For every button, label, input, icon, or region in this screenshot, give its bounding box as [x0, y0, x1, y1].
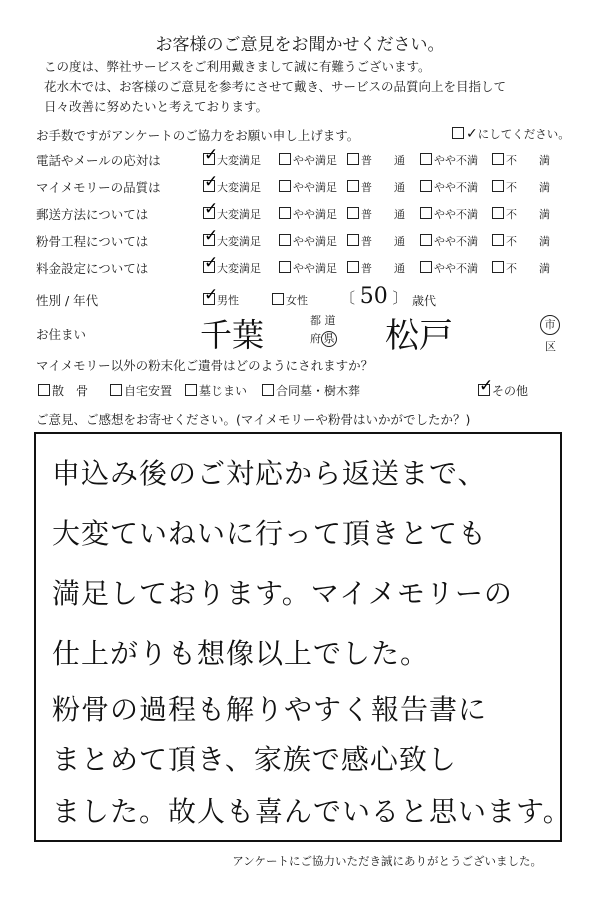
rating-option[interactable] — [203, 206, 261, 222]
question-label: 料金設定については — [36, 261, 149, 276]
rating-option-label: 大変満足 — [217, 262, 261, 275]
rating-option[interactable] — [203, 179, 261, 195]
check-mark-icon: ✓ — [466, 126, 478, 142]
rating-checkbox[interactable] — [347, 153, 359, 165]
remains-option[interactable] — [262, 382, 360, 399]
rating-option-label: 普 通 — [361, 235, 405, 248]
rating-option-label: 普 通 — [361, 181, 405, 194]
gender-female-option[interactable]: 女性 — [272, 292, 308, 308]
rating-checkbox[interactable] — [420, 207, 432, 219]
rating-checkbox[interactable] — [492, 153, 504, 165]
rating-option-label: 大変満足 — [217, 208, 261, 221]
remains-option-label: その他 — [492, 384, 529, 398]
rating-option[interactable] — [203, 233, 261, 249]
remains-option-label: 自宅安置 — [124, 384, 173, 398]
rating-option[interactable] — [420, 179, 478, 195]
ward-label: 区 — [545, 340, 556, 353]
remains-option[interactable] — [38, 382, 88, 399]
comment-line: 大変ていねいに行って頂きとても — [52, 517, 488, 550]
rating-option-label: やや不満 — [434, 262, 478, 275]
request-instruction: ✓にしてください。 — [450, 126, 570, 142]
rating-option[interactable] — [279, 206, 337, 222]
rating-checkbox[interactable] — [203, 261, 215, 273]
remains-checkbox[interactable] — [262, 384, 274, 396]
rating-checkbox[interactable] — [492, 234, 504, 246]
rating-option-label: 大変満足 — [217, 181, 261, 194]
page-title: お客様のご意見をお聞かせください。 — [155, 35, 445, 55]
rating-option[interactable] — [420, 260, 478, 276]
rating-checkbox[interactable] — [347, 207, 359, 219]
comment-line: 仕上がりも想像以上でした。 — [52, 637, 430, 670]
rating-option-label: やや満足 — [293, 262, 337, 275]
rating-option[interactable] — [347, 152, 405, 168]
rating-option-label: やや満足 — [293, 235, 337, 248]
rating-checkbox[interactable] — [279, 207, 291, 219]
rating-checkbox[interactable] — [203, 153, 215, 165]
rating-checkbox[interactable] — [347, 261, 359, 273]
rating-option[interactable] — [492, 233, 550, 249]
rating-option-label: やや不満 — [434, 235, 478, 248]
intro-line-1: この度は、弊社サービスをご利用戴きまして誠に有難うございます。 — [44, 59, 431, 74]
rating-option[interactable] — [347, 179, 405, 195]
question-label: 電話やメールの応対は — [36, 153, 161, 168]
comment-line: 満足しております。マイメモリーの — [52, 577, 513, 610]
rating-option[interactable] — [279, 260, 337, 276]
remains-option[interactable] — [478, 382, 528, 399]
rating-option-label: 不 満 — [506, 208, 550, 221]
rating-option[interactable] — [492, 260, 550, 276]
rating-option[interactable] — [492, 152, 550, 168]
rating-option[interactable] — [279, 233, 337, 249]
remains-option[interactable] — [185, 382, 247, 399]
rating-option-label: やや満足 — [293, 181, 337, 194]
address-label: お住まい — [36, 327, 87, 342]
comment-line: 申込み後のご対応から返送まで、 — [52, 457, 487, 490]
rating-option-label: 普 通 — [361, 154, 405, 167]
rating-option-label: 不 満 — [506, 181, 550, 194]
rating-checkbox[interactable] — [203, 234, 215, 246]
rating-option[interactable] — [203, 260, 261, 276]
rating-option-label: 大変満足 — [217, 154, 261, 167]
remains-checkbox[interactable] — [478, 384, 490, 396]
city-type-selected: 市 — [540, 313, 560, 335]
gender-male-option[interactable]: ✓ 男性 — [203, 292, 239, 308]
rating-option[interactable] — [347, 260, 405, 276]
footer-thanks: アンケートにご協力いただき誠にありがとうございました。 — [232, 854, 542, 868]
rating-checkbox[interactable] — [492, 180, 504, 192]
comment-line: 粉骨の過程も解りやすく報告書に — [52, 693, 488, 726]
remains-option-label: 合同墓・樹木葬 — [276, 384, 361, 398]
remains-option-label: 墓じまい — [199, 384, 248, 398]
comment-line: まとめて頂き、家族で感心致し — [52, 743, 457, 776]
question-label: 粉骨工程については — [36, 234, 149, 249]
rating-option-label: 不 満 — [506, 235, 550, 248]
remains-option[interactable] — [110, 382, 172, 399]
remains-checkbox[interactable] — [110, 384, 122, 396]
remains-checkbox[interactable] — [185, 384, 197, 396]
rating-checkbox[interactable] — [279, 180, 291, 192]
intro-line-3: 日々改善に努めたいと考えております。 — [44, 99, 269, 114]
rating-checkbox[interactable] — [420, 261, 432, 273]
rating-option[interactable] — [347, 233, 405, 249]
rating-option-label: やや満足 — [293, 154, 337, 167]
male-checkbox[interactable] — [203, 293, 215, 305]
rating-checkbox[interactable] — [492, 207, 504, 219]
rating-checkbox[interactable] — [279, 261, 291, 273]
request-text: お手数ですがアンケートのご協力をお願い申し上げます。 — [36, 128, 360, 143]
rating-option-label: 普 通 — [361, 208, 405, 221]
rating-option-label: やや満足 — [293, 208, 337, 221]
rating-checkbox[interactable] — [279, 153, 291, 165]
comment-prompt: ご意見、ご感想をお寄せください。(マイメモリーや粉骨はいかがでしたか？) — [36, 412, 471, 427]
rating-option[interactable] — [492, 206, 550, 222]
rating-option[interactable] — [347, 206, 405, 222]
prefecture-type-bottom: 府 県 — [310, 330, 337, 347]
rating-checkbox[interactable] — [347, 234, 359, 246]
rating-option[interactable] — [279, 179, 337, 195]
age-field[interactable]: 〔 50 〕 — [340, 284, 408, 309]
rating-option[interactable] — [420, 206, 478, 222]
remains-checkbox[interactable] — [38, 384, 50, 396]
rating-option-label: やや不満 — [434, 208, 478, 221]
rating-checkbox[interactable] — [420, 234, 432, 246]
rating-option-label: やや不満 — [434, 154, 478, 167]
female-checkbox[interactable] — [272, 293, 284, 305]
rating-option-label: 普 通 — [361, 262, 405, 275]
comment-line: ました。故人も喜んでいると思います。 — [52, 795, 572, 828]
prefecture-value: 千葉 — [200, 316, 265, 354]
rating-option[interactable] — [492, 179, 550, 195]
age-suffix: 歳代 — [412, 294, 437, 308]
rating-checkbox[interactable] — [420, 180, 432, 192]
rating-option-label: やや不満 — [434, 181, 478, 194]
remains-option-label: 散 骨 — [52, 384, 89, 398]
rating-option[interactable] — [420, 152, 478, 168]
rating-option-label: 不 満 — [506, 154, 550, 167]
rating-checkbox[interactable] — [203, 207, 215, 219]
question-label: マイメモリーの品質は — [36, 180, 161, 195]
rating-checkbox[interactable] — [347, 180, 359, 192]
rating-option[interactable] — [203, 152, 261, 168]
prefecture-type-top: 都 道 — [310, 314, 336, 327]
remains-question: マイメモリー以外の粉末化ご遺骨はどのようにされますか？ — [36, 358, 374, 373]
rating-checkbox[interactable] — [492, 261, 504, 273]
intro-line-2: 花水木では、お客様のご意見を参考にさせて戴き、サービスの品質向上を目指して — [44, 79, 507, 94]
rating-checkbox[interactable] — [203, 180, 215, 192]
rating-option[interactable] — [420, 233, 478, 249]
question-label: 郵送方法については — [36, 207, 149, 222]
rating-checkbox[interactable] — [279, 234, 291, 246]
city-value: 松戸 — [385, 316, 453, 356]
sample-checkbox — [452, 127, 464, 139]
rating-option-label: 不 満 — [506, 262, 550, 275]
gender-age-label: 性別 / 年代 — [36, 293, 99, 308]
rating-option-label: 大変満足 — [217, 235, 261, 248]
rating-checkbox[interactable] — [420, 153, 432, 165]
rating-option[interactable] — [279, 152, 337, 168]
